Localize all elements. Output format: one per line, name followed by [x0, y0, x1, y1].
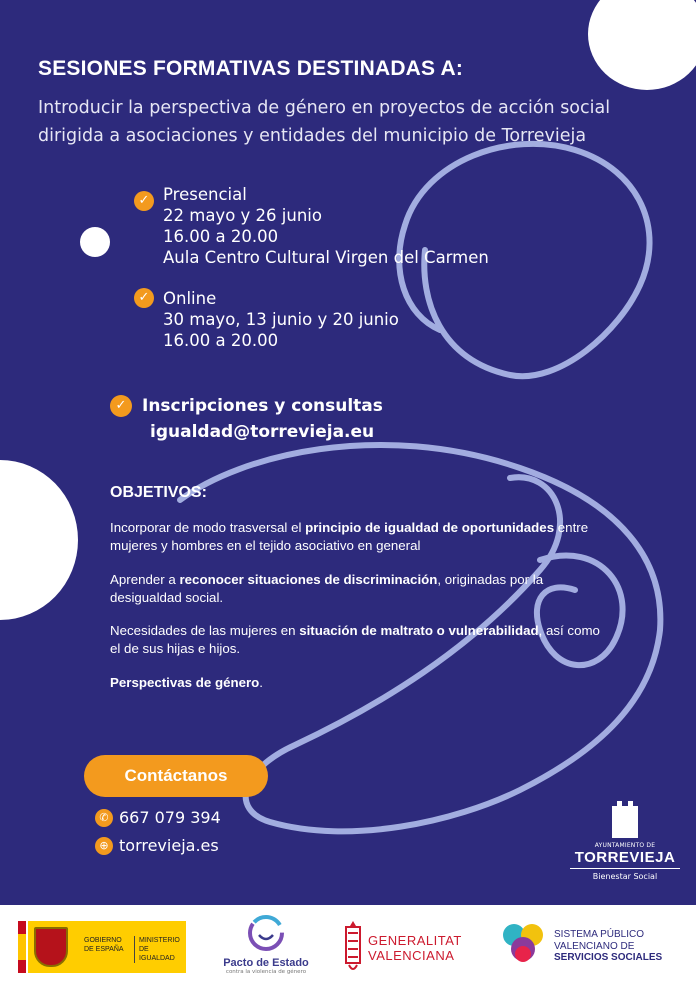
- servicios-sociales-heart-icon: [500, 921, 546, 967]
- generalitat-logo: GENERALITAT VALENCIANA: [343, 919, 473, 975]
- servicios-sociales-logo: SISTEMA PÚBLICO VALENCIANO DE SERVICIOS SOCIALES: [500, 921, 690, 971]
- session-dates: 22 mayo y 26 junio: [163, 206, 322, 225]
- session-time: 16.00 a 20.00: [163, 331, 279, 350]
- objective-item: Aprender a reconocer situaciones de discriminación, originadas por la desigualdad social.: [110, 572, 544, 605]
- session-online: [163, 288, 399, 351]
- session-time: 16.00 a 20.00: [163, 227, 279, 246]
- phone-number: 667 079 394: [119, 808, 221, 827]
- spain-flag-icon: [18, 921, 26, 973]
- check-icon: ✓: [134, 288, 154, 308]
- objective-item: Necesidades de las mujeres en situación de maltrato o vulnerabilidad, así como el de sus hijas e hijos.: [110, 623, 600, 656]
- check-icon: ✓: [110, 395, 132, 417]
- objective-item: Incorporar de modo trasversal el principio de igualdad de oportunidades entre mujeres y hombres en el tejido asociativo en general: [110, 520, 589, 553]
- pacto-estado-logo: [216, 913, 316, 979]
- objective-item: Perspectivas de género.: [110, 675, 263, 690]
- page-subtitle: Introducir la perspectiva de género en proyectos de acción social dirigida a asociaciones y entidades del municipio de Torrevieja: [38, 98, 611, 146]
- session-mode: Presencial: [163, 185, 247, 204]
- contact-phone[interactable]: [95, 808, 221, 827]
- session-dates: 30 mayo, 13 junio y 20 junio: [163, 310, 399, 329]
- web-link: torrevieja.es: [119, 836, 219, 855]
- footer-logos: [0, 905, 696, 985]
- ayuntamiento-dept: Bienestar Social: [592, 872, 658, 881]
- contact-web[interactable]: [95, 836, 219, 855]
- registration-email[interactable]: igualdad@torrevieja.eu: [150, 422, 375, 442]
- registration-info: [142, 393, 383, 445]
- pacto-name: Pacto de Estado: [223, 957, 309, 969]
- phone-icon: ✆: [95, 809, 113, 827]
- ayuntamiento-label: AYUNTAMIENTO DE: [594, 842, 656, 849]
- ayuntamiento-logo: [570, 798, 680, 881]
- contact-button[interactable]: Contáctanos: [84, 755, 268, 797]
- generalitat-emblem-icon: [343, 919, 363, 975]
- pacto-symbol-icon: [246, 913, 286, 953]
- page-title: SESIONES FORMATIVAS DESTINADAS A:: [38, 57, 464, 80]
- globe-icon: ⊕: [95, 837, 113, 855]
- tower-icon: [608, 798, 642, 838]
- objectives-title: OBJETIVOS:: [110, 484, 207, 501]
- pacto-sub: contra la violencia de género: [225, 969, 307, 975]
- session-place: Aula Centro Cultural Virgen del Carmen: [163, 248, 489, 267]
- coat-of-arms-icon: [34, 927, 68, 967]
- session-mode: Online: [163, 289, 217, 308]
- ayuntamiento-name: TORREVIEJA: [570, 849, 680, 869]
- session-presencial: [163, 184, 489, 268]
- check-icon: ✓: [134, 191, 154, 211]
- registration-label: Inscripciones y consultas: [142, 396, 383, 416]
- gobierno-espana-logo: GOBIERNO DE ESPAÑA MINISTERIO DE IGUALDAD: [18, 921, 186, 973]
